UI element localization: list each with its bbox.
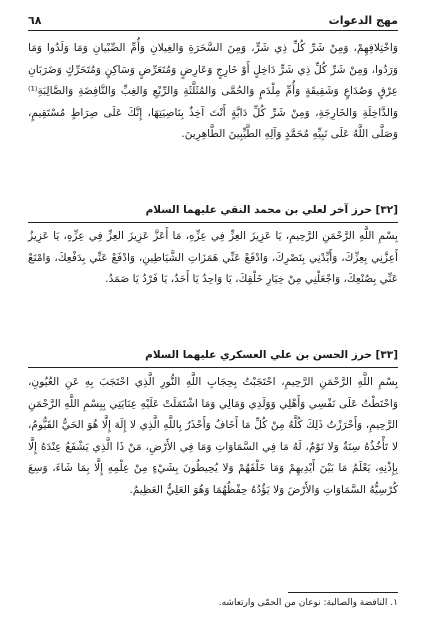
section-33-heading: [٣٣] حرز الحسن بن علي العسكري عليهما السلام — [145, 349, 398, 361]
book-title: مهج الدعوات — [328, 13, 398, 27]
section-33-body: بِسْمِ اللَّهِ الرَّحْمَنِ الرَّحِيمِ، احْتَجَبْتُ بِحِجَابِ اللَّهِ النُّورِ الَّذِي احْتَجَبَ بِهِ عَنِ العُيُونِ، وَاحْتَطْتُ عَلَى نَفْسِي وَأَهْلِي وَوَلَدِي وَمَالِي وَمَا اشْتَمَلَتْ عَلَيْهِ عِنَايَتِي بِبِسْمِ اللَّهِ الرَّحْمَنِ الرَّحِيمِ، وَأَحْرَزْتُ ذَلِكَ كُلَّهُ مِنْ كُلِّ مَا أَخَافُ وَأَحْذَرُ بِاللَّهِ الَّذِي لا إِلَهَ إِلَّا هُوَ الحَيُّ القَيُّومُ، لا تَأْخُذُهُ سِنَةٌ وَلا نَوْمٌ، لَهُ مَا فِي السَّمَاوَاتِ وَمَا فِي الأَرْضِ، مَنْ ذَا الَّذِي يَشْفَعُ عِنْدَهُ إِلَّا بِإِذْنِهِ، يَعْلَمُ مَا بَيْنَ أَيْدِيهِمْ وَمَا خَلْفَهُمْ وَلا يُحِيطُونَ بِشَيْءٍ مِنْ عِلْمِهِ إِلَّا بِمَا شَاءَ، وَسِعَ كُرْسِيُّهُ السَّمَاوَاتِ وَالأَرْضَ وَلا يَؤُدُهُ حِفْظُهُمَا وَهُوَ العَلِيُّ العَظِيمُ. — [28, 376, 398, 496]
section-32-heading: [٣٢] حرز آخر لعلي بن محمد النقي عليهما السلام — [145, 204, 398, 216]
page-number: ٦٨ — [28, 13, 42, 27]
intro-paragraph: وَاخْتِلافِهِمْ، وَمِنْ شَرِّ كُلِّ ذِي شَرٍّ، وَمِنَ السَّحَرَةِ وَالغِيلانِ وَأُمِّ الصِّبْيانِ وَمَا وَلَدُوا وَمَا وَرَدُوا، وَمِنْ شَرِّ كُلِّ ذِي شَرٍّ دَاخِلٍ أَوْ خَارِجٍ وَعَارِضٍ وَمُتَعَرِّضٍ وَسَاكِنٍ وَمُتَحَرِّكٍ وَضَرَبَانِ عِرْقٍ وَصُدَاعٍ وَشَقِيقَةٍ وَأُمِّ مِلْدَمٍ وَالحُمَّى وَالمُثَلَّثَةِ وَالرِّبْعِ وَالغِبِّ وَالنَّافِضَةِ وَالصَّالِبَةِ⁽¹⁾ وَالدَّاخِلَةِ وَالخَارِجَةِ، وَمِنْ شَرِّ كُلِّ دَابَّةٍ أَنْتَ آخِذٌ بِنَاصِيَتِهَا، إِنَّكَ عَلَى صِرَاطٍ مُسْتَقِيمٍ، وَصَلَّى اللَّهُ عَلَى نَبِيِّهِ مُحَمَّدٍ وَآلِهِ الطَّيِّبِينَ الطَّاهِرِينَ. — [28, 42, 398, 140]
section-32-body: بِسْمِ اللَّهِ الرَّحْمَنِ الرَّحِيمِ، يَا عَزِيزَ العِزِّ فِي عِزِّهِ، مَا أَعَزَّ عَزِيزَ العِزِّ فِي عِزِّهِ، يَا عَزِيزُ أَعِزَّنِي بِعِزِّكَ، وَأَيِّدْنِي بِنَصْرِكَ، وَادْفَعْ عَنِّي هَمَزَاتِ الشَّيَاطِينِ، وَادْفَعْ عَنِّي بِدَفْعِكَ، وَامْنَعْ عَنِّي بِصُنْعِكَ، وَاجْعَلْنِي مِنْ خِيَارِ خَلْقِكَ، يَا وَاحِدُ يَا أَحَدُ، يَا فَرْدُ يَا صَمَدُ. — [28, 230, 398, 285]
header-rule — [28, 30, 398, 31]
footnote: ١. النافضة والصالبة: نوعان من الحمّى وارتعاشه. — [218, 598, 398, 608]
footnote-rule — [288, 592, 398, 593]
section-33-rule — [28, 367, 398, 368]
page-header — [28, 12, 398, 28]
section-32-rule — [28, 222, 398, 223]
